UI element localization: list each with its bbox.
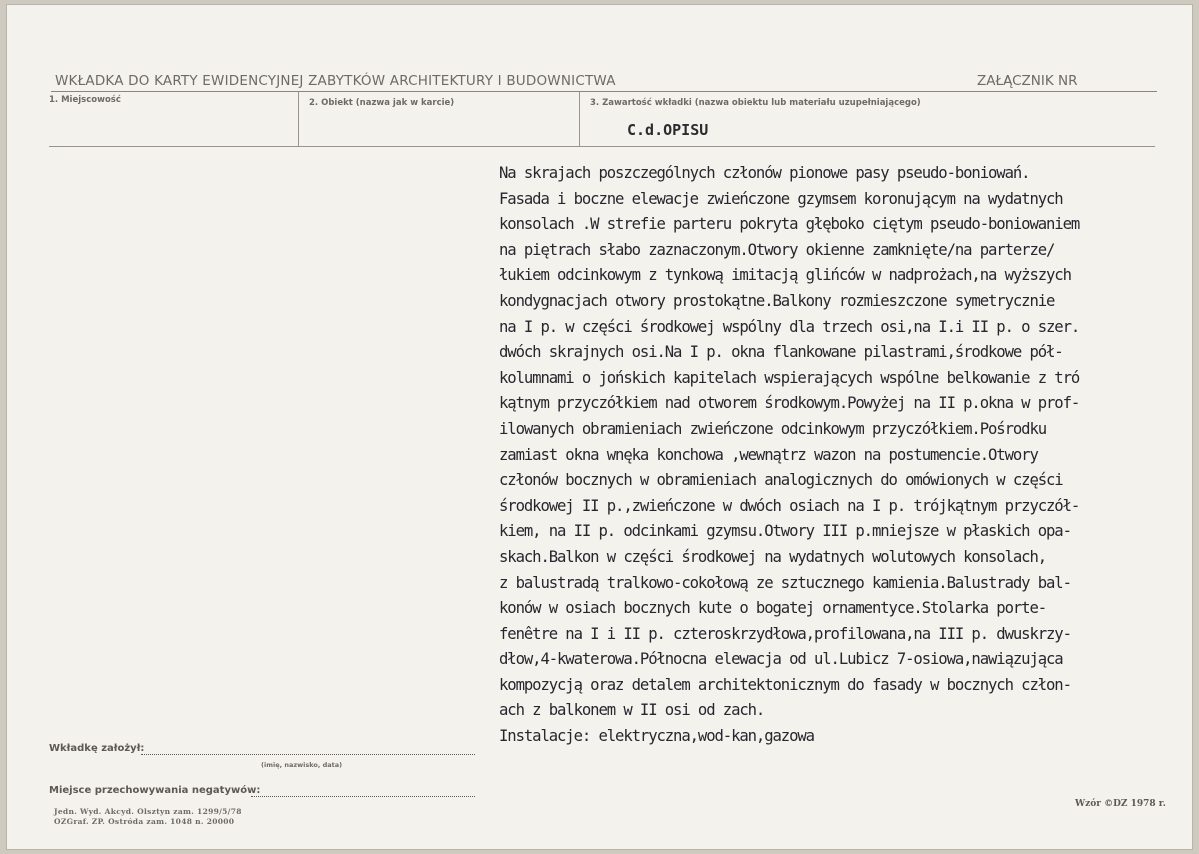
- description-line: fenêtre na I i II p. czteroskrzydłowa,profilowana,na III p. dwuskrzy-: [499, 624, 1071, 643]
- form-sheet: [6, 4, 1193, 850]
- description-line: skach.Balkon w części środkowej na wydatnych wolutowych konsolach,: [499, 547, 1047, 566]
- description-line: ach z balkonem w II osi od zach.: [499, 701, 765, 720]
- description-line: członów bocznych w obramieniach analogicznych do omówionych w części: [499, 471, 1063, 490]
- description-line: konsolach .W strefie parteru pokryta głęboko ciętym pseudo-boniowaniem: [499, 215, 1080, 234]
- description-line: Fasada i boczne elewacje zwieńczone gzymsem koronującym na wydatnych: [499, 189, 1063, 208]
- description-line: środkowej II p.,zwieńczone w dwóch osiach na I p. trójkątnym przyczół-: [499, 496, 1080, 515]
- negatives-line: [251, 796, 475, 797]
- header-divider: [51, 91, 1157, 92]
- imprint-line-1: Jedn. Wyd. Akcyd. Olsztyn zam. 1299/5/78: [54, 807, 242, 816]
- description-line: kiem, na II p. odcinkami gzymsu.Otwory III p.mniejsze w płaskich opa-: [499, 522, 1071, 541]
- description-line: na I p. w części środkowej wspólny dla trzech osi,na I.i II p. o szer.: [499, 317, 1080, 336]
- description-line: zamiast okna wnęka konchowa ,wewnątrz wazon na postumencie.Otwory: [499, 445, 1038, 464]
- description-line: konów w osiach bocznych kute o bogatej ornamentyce.Stolarka porte-: [499, 599, 1047, 618]
- imprint-line-2: OZGraf. ZP. Ostróda zam. 1048 n. 20000: [54, 817, 235, 826]
- created-by-line: [141, 754, 475, 755]
- form-title: WKŁADKA DO KARTY EWIDENCYJNEJ ZABYTKÓW ARCHITEKTURY I BUDOWNICTWA: [55, 73, 616, 89]
- description-line: kolumnami o jońskich kapitelach wspierających wspólne belkowanie z tró: [499, 368, 1080, 387]
- description-line: Instalacje: elektryczna,wod-kan,gazowa: [499, 727, 814, 746]
- description-text: [499, 161, 1199, 750]
- field-row-bottom-rule: [49, 146, 1155, 147]
- description-line: z balustradą tralkowo-cokołową ze sztucznego kamienia.Balustrady bal-: [499, 573, 1071, 592]
- description-line: kondygnacjach otwory prostokątne.Balkony rozmieszczone symetrycznie: [499, 291, 1055, 310]
- description-line: dwóch skrajnych osi.Na I p. okna flankowane pilastrami,środkowe pół-: [499, 343, 1063, 362]
- description-line: kątnym przyczółkiem nad otworem środkowym.Powyżej na II p.okna w prof-: [499, 394, 1080, 413]
- annex-label: ZAŁĄCZNIK NR: [977, 73, 1078, 89]
- description-line: ilowanych obramieniach zwieńczone odcinkowym przyczółkiem.Pośrodku: [499, 419, 1047, 438]
- object-label: 2. Obiekt (nazwa jak w karcie): [309, 98, 455, 108]
- field-divider: [579, 92, 580, 146]
- description-line: dłow,4-kwaterowa.Północna elewacja od ul.Lubicz 7-osiowa,nawiązująca: [499, 650, 1063, 669]
- content-label: 3. Zawartość wkładki (nazwa obiektu lub materiału uzupełniającego): [590, 98, 921, 108]
- created-by-label: Wkładkę założył:: [49, 743, 145, 754]
- description-line: na piętrach słabo zaznaczonym.Otwory okienne zamknięte/na parterze/: [499, 240, 1055, 259]
- description-line: kompozycją oraz detalem architektonicznym do fasady w bocznych człon-: [499, 675, 1071, 694]
- description-line: łukiem odcinkowym z tynkową imitacją glińców w nadprożach,na wyższych: [499, 266, 1071, 285]
- content-value: C.d.OPISU: [627, 121, 709, 139]
- created-by-note: (imię, nazwisko, data): [261, 761, 343, 769]
- form-stamp: Wzór ©DZ 1978 r.: [1075, 799, 1166, 809]
- description-line: Na skrajach poszczególnych członów pionowe pasy pseudo-boniowań.: [499, 164, 1030, 182]
- location-label: 1. Miejscowość: [49, 95, 121, 105]
- negatives-label: Miejsce przechowywania negatywów:: [49, 785, 261, 796]
- field-divider: [298, 92, 299, 146]
